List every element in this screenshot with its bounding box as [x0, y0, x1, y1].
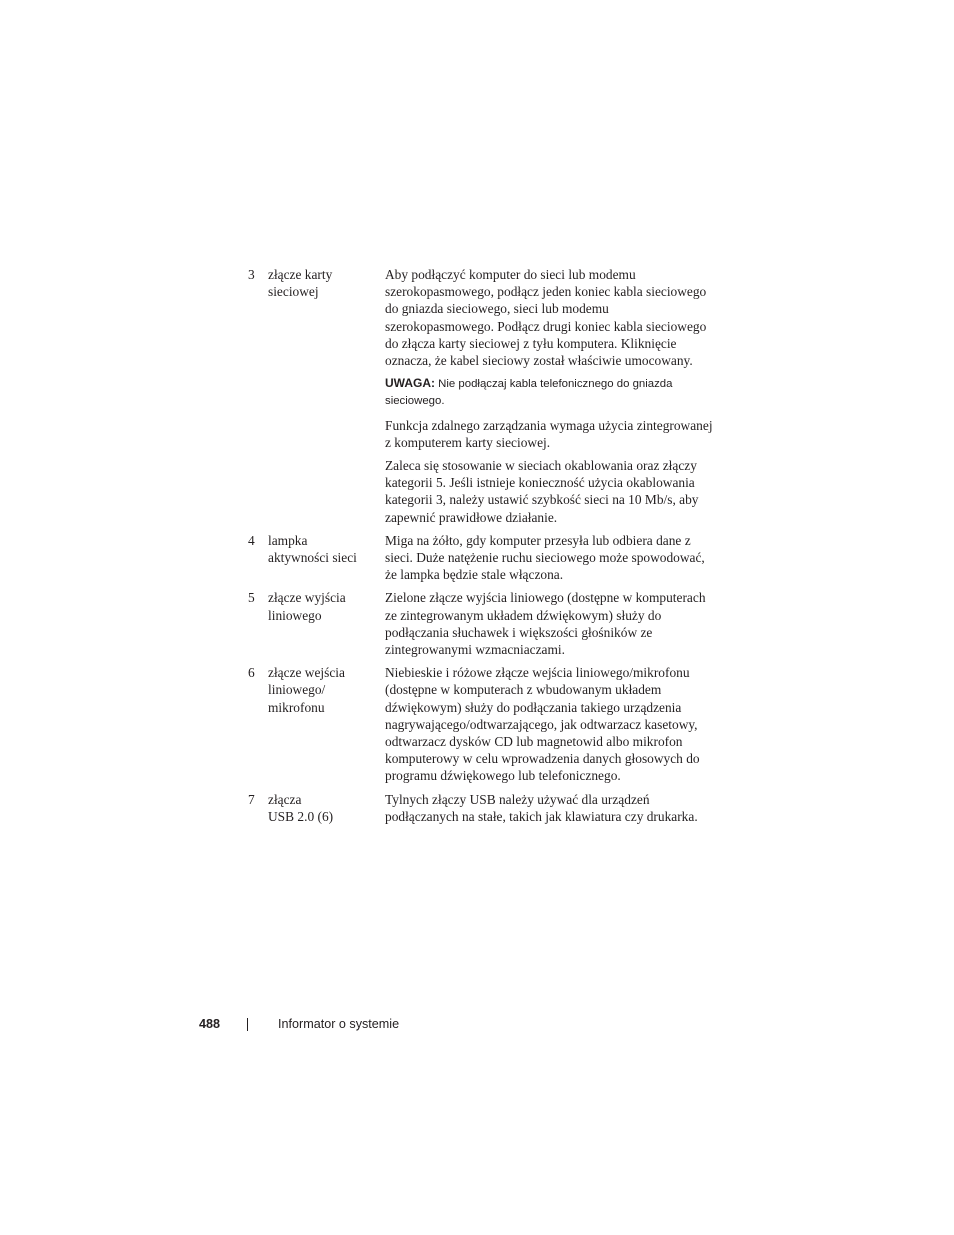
row-description — [385, 532, 735, 584]
row-number: 5 — [248, 590, 255, 606]
row-label: złącze karty sieciowej — [268, 267, 333, 300]
table-row-3 — [248, 266, 738, 526]
description-paragraph: Funkcja zdalnego zarządzania wymaga użycia zintegrowanej z komputerem karty sieciowej. — [385, 417, 713, 450]
description-paragraph: Niebieskie i różowe złącze wejścia liniowego/mikrofonu (dostępne w komputerach z wbudowanym układem dźwiękowym) służy do podłączania takiego urządzenia nagrywającego/odtwarzającego, jak odtwarzacz kasetowy, odtwarzacz dysków CD lub magnetowid albo mikrofon komputerowy w celu wprowadzenia danych głosowych do programu dźwiękowego lub telefonicznego. — [385, 665, 700, 784]
row-description — [385, 589, 735, 658]
description-paragraph: Tylnych złączy USB należy używać dla urządzeń podłączanych na stałe, takich jak klawiatura czy drukarka. — [385, 791, 698, 824]
note-text: Nie podłączaj kabla telefonicznego do gniazda sieciowego. — [385, 378, 673, 408]
table-row-7 — [248, 791, 738, 825]
description-paragraph: Miga na żółto, gdy komputer przesyła lub odbiera dane z sieci. Duże natężenie ruchu sieciowego może spowodować, że lampka będzie stale włączona. — [385, 532, 705, 583]
row-label: złącze wejścia liniowego/ mikrofonu — [268, 665, 345, 715]
page-number: 488 — [199, 1017, 221, 1031]
description-paragraph: Aby podłączyć komputer do sieci lub modemu szerokopasmowego, podłącz jeden koniec kabla sieciowego do gniazda sieciowego, sieci lub modemu szerokopasmowego. Podłącz drugi koniec kabla sieciowego do złącza karty sieciowej z tyłu komputera. Kliknięcie oznacza, że kabel sieciowy został właściwie umocowany. — [385, 267, 707, 369]
row-number: 4 — [248, 532, 255, 548]
row-label: złącza USB 2.0 (6) — [268, 791, 334, 824]
row-description — [385, 664, 735, 784]
description-paragraph: Zielone złącze wyjścia liniowego (dostępne w komputerach ze zintegrowanym układem dźwiękowym) służy do podłączania słuchawek i większości głośników ze zintegrowanymi wzmacniaczami. — [385, 590, 706, 658]
note — [385, 375, 735, 410]
row-number: 6 — [248, 665, 255, 681]
footer-title: Informator o systemie — [278, 1017, 400, 1031]
connector-table — [248, 266, 738, 831]
row-description — [385, 791, 735, 825]
row-label: złącze wyjścia liniowego — [268, 590, 346, 623]
footer-separator — [247, 1018, 248, 1031]
table-row-6 — [248, 664, 738, 784]
row-number: 3 — [248, 267, 255, 282]
table-row-5 — [248, 589, 738, 658]
table-row-4 — [248, 532, 738, 584]
row-label: lampka aktywności sieci — [268, 532, 357, 566]
note-label: UWAGA: — [385, 376, 435, 391]
description-paragraph: Zaleca się stosowanie w sieciach okablowania oraz złączy kategorii 5. Jeśli istnieje konieczność użycia okablowania kategorii 3, należy ustawić szybkość sieci na 10 Mb/s, aby zapewnić prawidłowe działanie. — [385, 458, 699, 525]
row-description — [385, 266, 735, 526]
row-number: 7 — [248, 791, 255, 807]
